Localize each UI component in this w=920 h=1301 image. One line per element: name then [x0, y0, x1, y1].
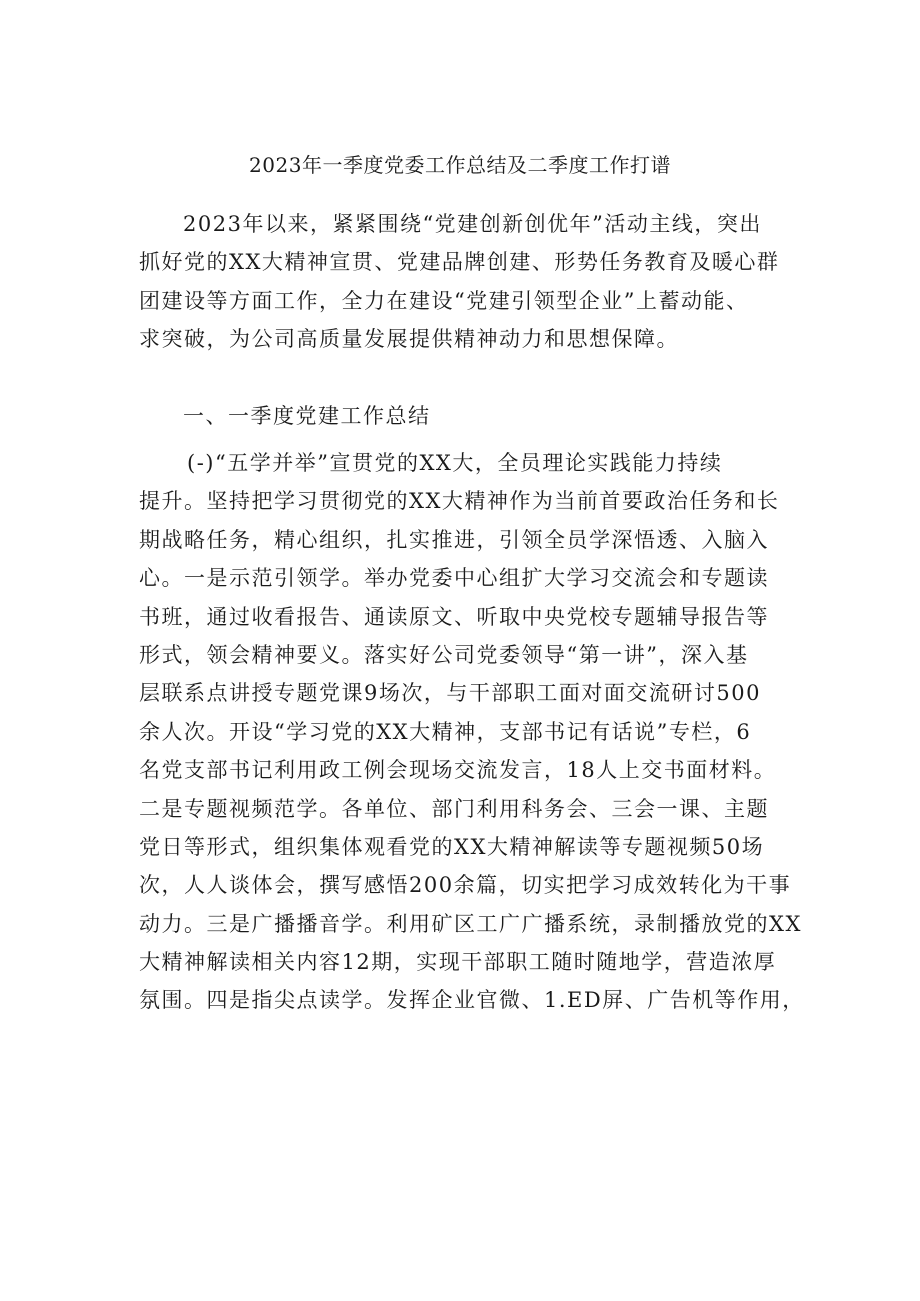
section-1-paragraph	[139, 444, 805, 1020]
paragraph-line: 期战略任务，精心组织，扎实推进，引领全员学深悟透、入脑入	[139, 527, 769, 552]
paragraph-line: 动力。三是广播播音学。利用矿区工广广播系统，录制播放党的XX	[139, 911, 802, 936]
paragraph-line: 求突破，为公司高质量发展提供精神动力和思想保障。	[139, 327, 679, 352]
section-heading-text: 一、一季度党建工作总结	[183, 404, 431, 428]
paragraph-line: 团建设等方面工作，全力在建设“党建引领型企业”上蓄动能、	[139, 288, 749, 313]
paragraph-line: 层联系点讲授专题党课9场次，与干部职工面对面交流研讨500	[139, 681, 761, 706]
paragraph-line: 提升。坚持把学习贯彻党的XX大精神作为当前首要政治任务和长	[139, 489, 780, 514]
paragraph-line: 心。一是示范引领学。举办党委中心组扩大学习交流会和专题读	[139, 566, 769, 591]
paragraph-line: 次，人人谈体会，撰写感悟200余篇，切实把学习成效转化为干事	[139, 873, 792, 898]
paragraph-line: 党日等形式，组织集体观看党的XX大精神解读等专题视频50场	[139, 834, 765, 859]
intro-paragraph	[139, 205, 799, 359]
paragraph-line: 氛围。四是指尖点读学。发挥企业官微、1.ED屏、广告机等作用，	[139, 988, 805, 1013]
paragraph-line: 形式，领会精神要义。落实好公司党委领导“第一讲”，深入基	[139, 642, 749, 667]
paragraph-line: 大精神解读相关内容12期，实现干部职工随时随地学，营造浓厚	[139, 950, 777, 975]
section-heading	[139, 397, 799, 435]
paragraph-line: 名党支部书记利用政工例会现场交流发言，18人上交书面材料。	[139, 758, 777, 783]
paragraph-line: 书班，通过收看报告、通读原文、听取中央党校专题辅导报告等	[139, 604, 769, 629]
document-title: 2023年一季度党委工作总结及二季度工作打谱	[249, 153, 671, 177]
paragraph-line: 余人次。开设“学习党的XX大精神，支部书记有话说”专栏，6	[139, 719, 752, 744]
paragraph-line: (-)“五学并举”宣贯党的XX大，全员理论实践能力持续	[187, 451, 723, 475]
paragraph-line: 2023年以来，紧紧围绕“党建创新创优年”活动主线，突出	[183, 212, 762, 236]
paragraph-line: 抓好党的XX大精神宣贯、党建品牌创建、形势任务教育及暖心群	[139, 250, 780, 275]
paragraph-line: 二是专题视频范学。各单位、部门利用科务会、三会一课、主题	[139, 796, 769, 821]
